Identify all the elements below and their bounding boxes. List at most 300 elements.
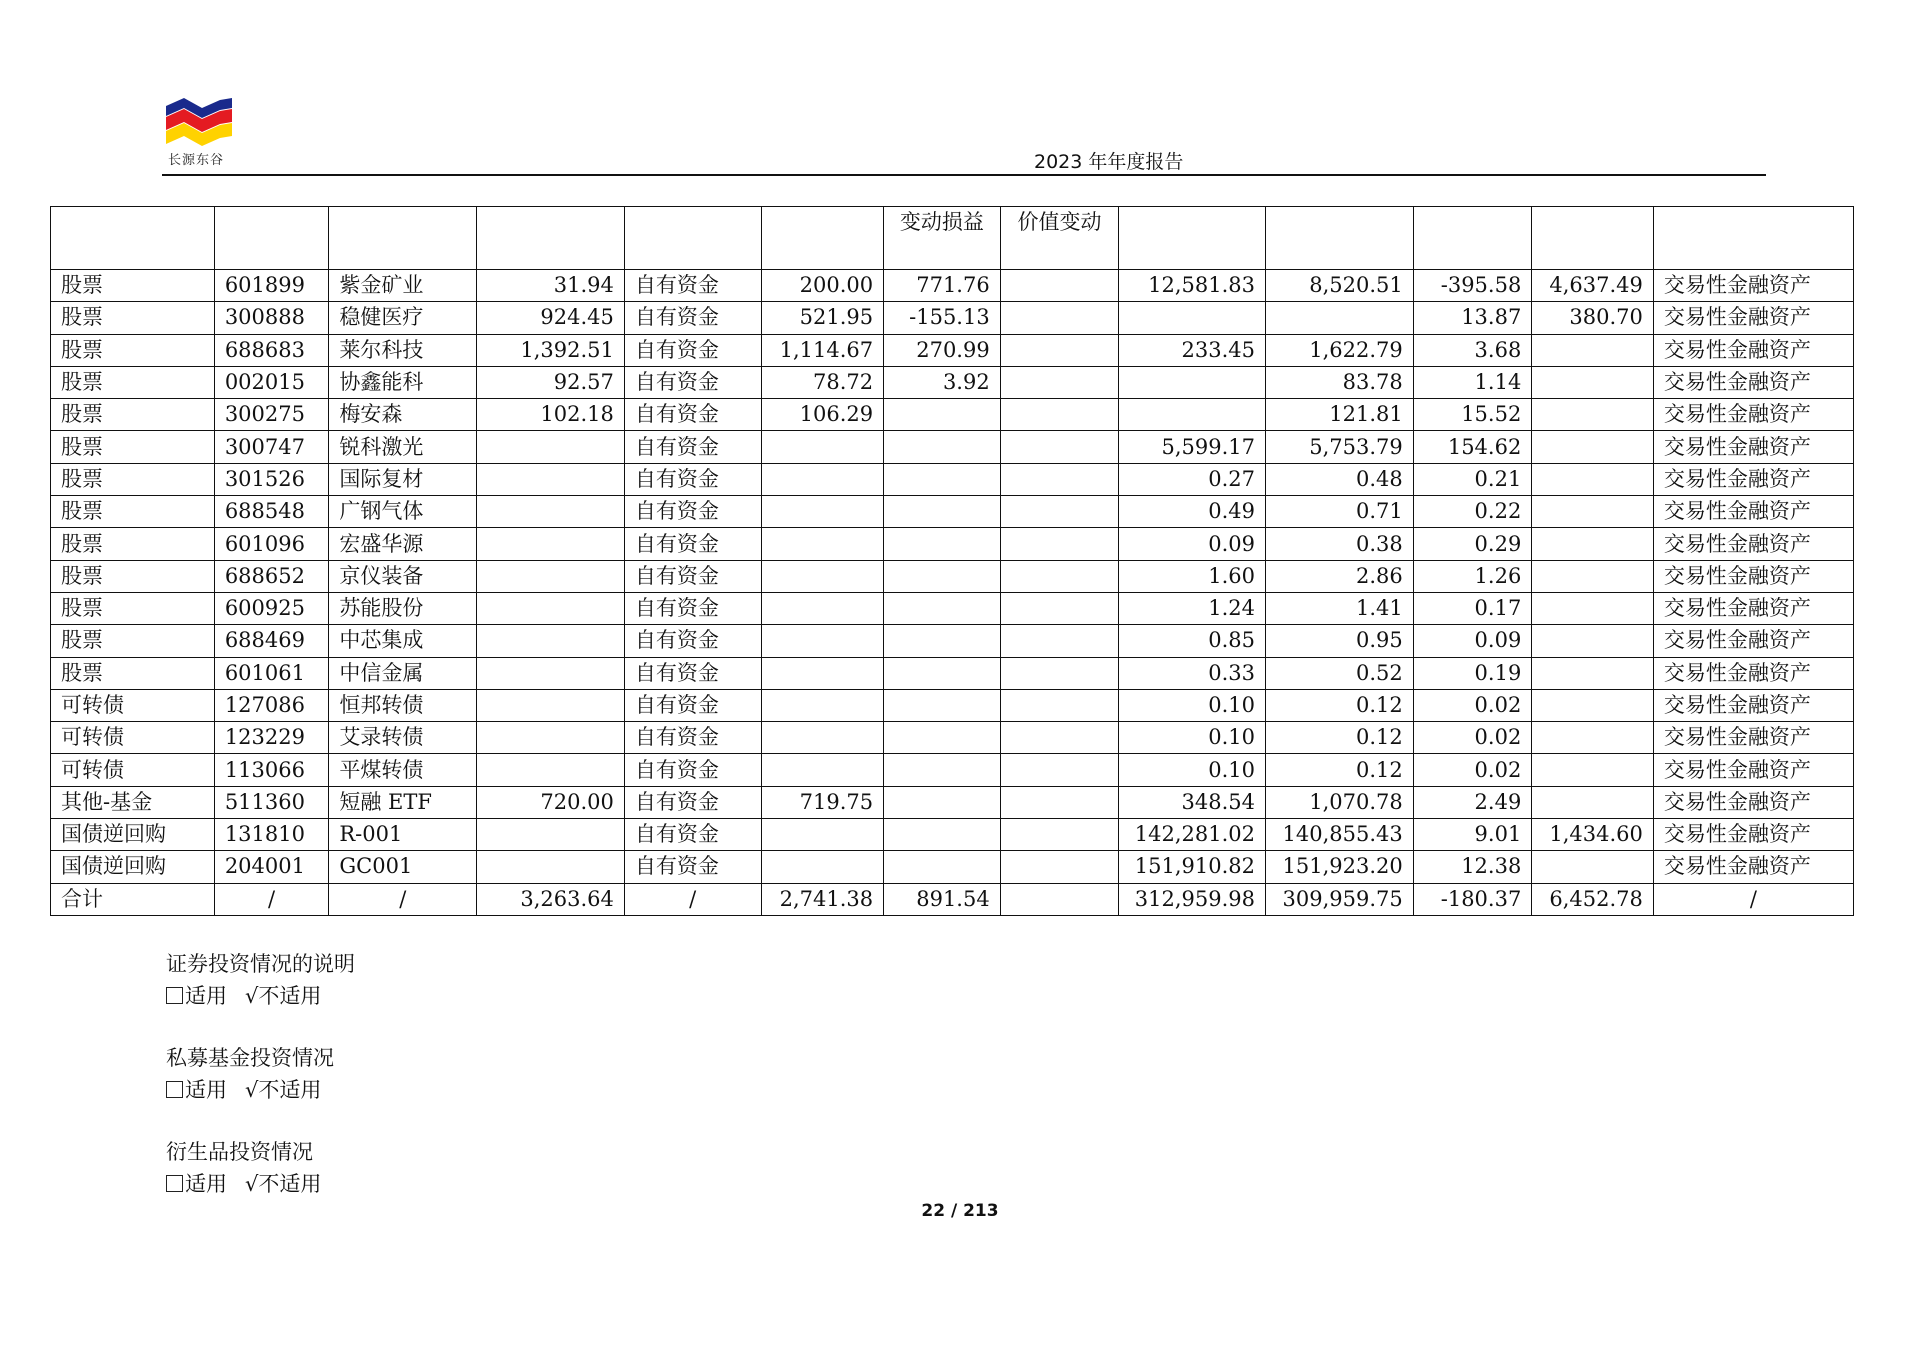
table-cell: -155.13 (884, 302, 1001, 334)
table-cell: 自有资金 (624, 625, 761, 657)
table-cell (1532, 722, 1654, 754)
table-cell: 自有资金 (624, 334, 761, 366)
option-not-applicable: √不适用 (245, 984, 322, 1008)
table-cell: 国债逆回购 (51, 851, 215, 883)
table-cell: -180.37 (1413, 883, 1532, 915)
table-row (51, 819, 1854, 851)
table-cell: 股票 (51, 270, 215, 302)
table-cell: 稳健医疗 (329, 302, 477, 334)
table-cell: 交易性金融资产 (1653, 851, 1853, 883)
table-cell: 交易性金融资产 (1653, 657, 1853, 689)
table-cell: 自有资金 (624, 463, 761, 495)
table-cell: 梅安森 (329, 399, 477, 431)
table-cell: 688652 (214, 560, 329, 592)
table-cell: 511360 (214, 786, 329, 818)
table-cell: 股票 (51, 496, 215, 528)
table-cell: 交易性金融资产 (1653, 334, 1853, 366)
table-cell: 交易性金融资产 (1653, 528, 1853, 560)
table-cell: 恒邦转债 (329, 689, 477, 721)
option-not-applicable: √不适用 (245, 1172, 322, 1196)
table-cell (884, 625, 1001, 657)
table-cell: 股票 (51, 302, 215, 334)
table-cell (761, 560, 884, 592)
checkbox-empty-icon (166, 987, 183, 1004)
table-cell: 151,910.82 (1119, 851, 1266, 883)
table-cell: 自有资金 (624, 689, 761, 721)
table-cell: 233.45 (1119, 334, 1266, 366)
table-cell: 200.00 (761, 270, 884, 302)
table-cell: 8,520.51 (1266, 270, 1414, 302)
table-cell (1000, 657, 1119, 689)
table-cell: 0.12 (1266, 722, 1414, 754)
table-cell: 0.48 (1266, 463, 1414, 495)
table-cell: 601899 (214, 270, 329, 302)
table-cell (884, 431, 1001, 463)
table-cell: 1,070.78 (1266, 786, 1414, 818)
note-options (166, 1074, 355, 1106)
table-cell (1000, 431, 1119, 463)
table-cell: 891.54 (884, 883, 1001, 915)
checkbox-empty-icon (166, 1081, 183, 1098)
table-cell: 720.00 (477, 786, 625, 818)
table-cell (761, 592, 884, 624)
table-cell: 1,114.67 (761, 334, 884, 366)
table-cell (1000, 625, 1119, 657)
table-cell (884, 657, 1001, 689)
table-cell (884, 463, 1001, 495)
table-row (51, 528, 1854, 560)
table-cell: 自有资金 (624, 496, 761, 528)
table-row (51, 592, 1854, 624)
table-cell: 688683 (214, 334, 329, 366)
table-cell: 0.22 (1413, 496, 1532, 528)
table-cell: 交易性金融资产 (1653, 366, 1853, 398)
table-cell: 交易性金融资产 (1653, 592, 1853, 624)
table-cell (477, 592, 625, 624)
table-cell (1000, 463, 1119, 495)
table-cell: / (624, 883, 761, 915)
table-cell: 0.29 (1413, 528, 1532, 560)
report-title: 2023 年年度报告 (1034, 151, 1184, 173)
table-cell: 紫金矿业 (329, 270, 477, 302)
header-cell (477, 207, 625, 270)
table-cell: 2.86 (1266, 560, 1414, 592)
table-cell: 309,959.75 (1266, 883, 1414, 915)
table-cell: 601096 (214, 528, 329, 560)
table-row (51, 270, 1854, 302)
table-cell: 0.10 (1119, 754, 1266, 786)
table-cell: 131810 (214, 819, 329, 851)
table-cell: 股票 (51, 399, 215, 431)
table-cell: 股票 (51, 625, 215, 657)
table-cell: 协鑫能科 (329, 366, 477, 398)
table-cell: / (1653, 883, 1853, 915)
table-cell (1532, 851, 1654, 883)
table-cell (761, 625, 884, 657)
table-cell: 688548 (214, 496, 329, 528)
table-cell: 艾录转债 (329, 722, 477, 754)
header-cell (329, 207, 477, 270)
table-cell: 交易性金融资产 (1653, 463, 1853, 495)
table-cell (1000, 528, 1119, 560)
table-cell: 交易性金融资产 (1653, 754, 1853, 786)
table-cell: 142,281.02 (1119, 819, 1266, 851)
table-cell: 合计 (51, 883, 215, 915)
table-cell (477, 689, 625, 721)
table-cell: 154.62 (1413, 431, 1532, 463)
table-cell: 1.24 (1119, 592, 1266, 624)
header-cell (1653, 207, 1853, 270)
table-cell: 股票 (51, 431, 215, 463)
table-cell: 0.38 (1266, 528, 1414, 560)
logo-text: 长源东谷 (168, 153, 225, 168)
table-cell (477, 463, 625, 495)
table-cell (1119, 366, 1266, 398)
table-cell: 交易性金融资产 (1653, 560, 1853, 592)
table-cell: 521.95 (761, 302, 884, 334)
table-cell (477, 754, 625, 786)
table-cell (1266, 302, 1414, 334)
table-cell (1000, 270, 1119, 302)
table-row (51, 496, 1854, 528)
table-row (51, 431, 1854, 463)
table-cell (884, 399, 1001, 431)
table-cell: 锐科激光 (329, 431, 477, 463)
table-cell (884, 592, 1001, 624)
table-cell: 自有资金 (624, 528, 761, 560)
table-cell (1532, 399, 1654, 431)
table-cell: 可转债 (51, 722, 215, 754)
note-options (166, 1168, 355, 1200)
table-cell: 0.95 (1266, 625, 1414, 657)
table-cell (1000, 819, 1119, 851)
table-cell (1000, 496, 1119, 528)
table-cell (1532, 689, 1654, 721)
table-cell: 127086 (214, 689, 329, 721)
table-cell: 股票 (51, 463, 215, 495)
table-row (51, 754, 1854, 786)
table-cell (1000, 366, 1119, 398)
table-cell (761, 689, 884, 721)
table-cell (761, 722, 884, 754)
table-cell: 中芯集成 (329, 625, 477, 657)
table-cell: / (214, 883, 329, 915)
table-cell (1000, 560, 1119, 592)
option-applicable: 适用 (185, 1172, 227, 1196)
table-cell: 股票 (51, 592, 215, 624)
table-cell (761, 657, 884, 689)
table-cell: 股票 (51, 528, 215, 560)
table-total-row (51, 883, 1854, 915)
table-cell (477, 722, 625, 754)
table-cell (884, 754, 1001, 786)
table-cell (1000, 334, 1119, 366)
table-cell: 78.72 (761, 366, 884, 398)
header-cell (1119, 207, 1266, 270)
table-cell: 自有资金 (624, 722, 761, 754)
table-cell (1532, 496, 1654, 528)
header-cell (1266, 207, 1414, 270)
table-cell: 中信金属 (329, 657, 477, 689)
table-cell: 京仪装备 (329, 560, 477, 592)
table-cell: 113066 (214, 754, 329, 786)
table-cell: 300747 (214, 431, 329, 463)
table-cell: 1,392.51 (477, 334, 625, 366)
table-cell: 国债逆回购 (51, 819, 215, 851)
table-cell (884, 689, 1001, 721)
table-cell (1532, 786, 1654, 818)
table-cell (477, 431, 625, 463)
table-cell (1532, 560, 1654, 592)
option-applicable: 适用 (185, 984, 227, 1008)
table-row (51, 302, 1854, 334)
table-cell: 宏盛华源 (329, 528, 477, 560)
table-cell: 0.09 (1413, 625, 1532, 657)
table-cell: 13.87 (1413, 302, 1532, 334)
header-cell (214, 207, 329, 270)
table-cell (1000, 399, 1119, 431)
note-derivatives (166, 1136, 355, 1200)
table-row (51, 399, 1854, 431)
table-cell: 123229 (214, 722, 329, 754)
table-cell: 交易性金融资产 (1653, 819, 1853, 851)
table-cell (1000, 883, 1119, 915)
option-applicable: 适用 (185, 1078, 227, 1102)
table-cell: 平煤转债 (329, 754, 477, 786)
table-cell: 自有资金 (624, 560, 761, 592)
table-cell: 151,923.20 (1266, 851, 1414, 883)
table-cell: 0.09 (1119, 528, 1266, 560)
table-cell: 自有资金 (624, 399, 761, 431)
table-cell: 121.81 (1266, 399, 1414, 431)
table-cell: 380.70 (1532, 302, 1654, 334)
table-cell: 601061 (214, 657, 329, 689)
table-cell (477, 657, 625, 689)
table-cell: 可转债 (51, 689, 215, 721)
table-row (51, 786, 1854, 818)
header-cell (51, 207, 215, 270)
table-cell: 0.17 (1413, 592, 1532, 624)
table-header-row (51, 207, 1854, 270)
table-cell: 可转债 (51, 754, 215, 786)
table-cell: 2.49 (1413, 786, 1532, 818)
table-cell: 自有资金 (624, 302, 761, 334)
table-cell (1119, 302, 1266, 334)
table-cell (477, 560, 625, 592)
table-cell: 5,753.79 (1266, 431, 1414, 463)
table-cell: 0.85 (1119, 625, 1266, 657)
table-cell: 0.21 (1413, 463, 1532, 495)
table-cell: 自有资金 (624, 270, 761, 302)
table-cell: 9.01 (1413, 819, 1532, 851)
table-row (51, 722, 1854, 754)
table-cell: 348.54 (1119, 786, 1266, 818)
table-cell: 自有资金 (624, 851, 761, 883)
note-private-fund (166, 1042, 355, 1106)
header-divider (162, 174, 1766, 176)
table-cell: 自有资金 (624, 592, 761, 624)
table-cell (1000, 786, 1119, 818)
table-cell: 交易性金融资产 (1653, 270, 1853, 302)
header-cell-value-change: 价值变动 (1000, 207, 1119, 270)
table-cell: 140,855.43 (1266, 819, 1414, 851)
header-cell (761, 207, 884, 270)
table-cell: 交易性金融资产 (1653, 722, 1853, 754)
table-cell: 924.45 (477, 302, 625, 334)
table-cell: 1.26 (1413, 560, 1532, 592)
table-cell: 3,263.64 (477, 883, 625, 915)
table-cell (477, 528, 625, 560)
table-cell: / (329, 883, 477, 915)
table-cell: 0.33 (1119, 657, 1266, 689)
note-title: 证券投资情况的说明 (166, 952, 355, 976)
table-cell: 106.29 (761, 399, 884, 431)
table-cell: 312,959.98 (1119, 883, 1266, 915)
table-cell (1000, 722, 1119, 754)
table-cell: 自有资金 (624, 786, 761, 818)
note-securities (166, 948, 355, 1012)
table-cell: 交易性金融资产 (1653, 399, 1853, 431)
table-cell (884, 496, 1001, 528)
table-cell (761, 851, 884, 883)
table-cell: 3.92 (884, 366, 1001, 398)
table-cell: 0.02 (1413, 754, 1532, 786)
table-cell (477, 625, 625, 657)
table-cell: 交易性金融资产 (1653, 302, 1853, 334)
table-cell: 3.68 (1413, 334, 1532, 366)
table-cell: R-001 (329, 819, 477, 851)
table-cell: 其他-基金 (51, 786, 215, 818)
table-cell (477, 819, 625, 851)
table-cell (477, 496, 625, 528)
table-cell: 719.75 (761, 786, 884, 818)
table-cell: 1.41 (1266, 592, 1414, 624)
table-cell (1532, 657, 1654, 689)
table-cell: 0.02 (1413, 689, 1532, 721)
table-cell: 股票 (51, 334, 215, 366)
securities-investment-table (50, 206, 1854, 916)
table-row (51, 463, 1854, 495)
table-cell (1000, 851, 1119, 883)
table-cell: 1.60 (1119, 560, 1266, 592)
page-number: 22 / 213 (921, 1201, 999, 1221)
table-cell: 自有资金 (624, 819, 761, 851)
table-cell: 苏能股份 (329, 592, 477, 624)
table-cell: 12.38 (1413, 851, 1532, 883)
table-cell (761, 754, 884, 786)
note-options (166, 980, 355, 1012)
table-cell: 6,452.78 (1532, 883, 1654, 915)
table-cell (884, 528, 1001, 560)
header-cell (1413, 207, 1532, 270)
table-cell: 国际复材 (329, 463, 477, 495)
table-cell: 771.76 (884, 270, 1001, 302)
table-cell: 300888 (214, 302, 329, 334)
table-cell: 1,434.60 (1532, 819, 1654, 851)
table-cell: 交易性金融资产 (1653, 496, 1853, 528)
table-cell (1532, 366, 1654, 398)
table-cell: 600925 (214, 592, 329, 624)
table-cell: GC001 (329, 851, 477, 883)
table-cell (884, 851, 1001, 883)
table-cell (477, 851, 625, 883)
table-row (51, 851, 1854, 883)
table-cell: 莱尔科技 (329, 334, 477, 366)
table-cell: 15.52 (1413, 399, 1532, 431)
table-cell (761, 819, 884, 851)
table-cell: 广钢气体 (329, 496, 477, 528)
table-cell: 0.19 (1413, 657, 1532, 689)
table-cell (1532, 334, 1654, 366)
table-cell: 交易性金融资产 (1653, 786, 1853, 818)
table-cell: 102.18 (477, 399, 625, 431)
table-cell: 自有资金 (624, 431, 761, 463)
table-cell: 31.94 (477, 270, 625, 302)
table-cell: 002015 (214, 366, 329, 398)
checkbox-empty-icon (166, 1175, 183, 1192)
table-row (51, 657, 1854, 689)
table-cell: 股票 (51, 366, 215, 398)
note-title: 衍生品投资情况 (166, 1140, 313, 1164)
table-cell (1119, 399, 1266, 431)
table-cell: 83.78 (1266, 366, 1414, 398)
table-cell: 股票 (51, 560, 215, 592)
table-cell: 5,599.17 (1119, 431, 1266, 463)
table-cell: 股票 (51, 657, 215, 689)
table-row (51, 560, 1854, 592)
header-cell (624, 207, 761, 270)
table-cell: 204001 (214, 851, 329, 883)
header-cell (1532, 207, 1654, 270)
table-cell: 0.27 (1119, 463, 1266, 495)
table-cell: 0.52 (1266, 657, 1414, 689)
table-cell (884, 819, 1001, 851)
table-cell: 0.12 (1266, 754, 1414, 786)
table-cell: 自有资金 (624, 657, 761, 689)
table-cell: 1,622.79 (1266, 334, 1414, 366)
table-cell: 交易性金融资产 (1653, 689, 1853, 721)
table-cell: 交易性金融资产 (1653, 625, 1853, 657)
table-cell: 0.71 (1266, 496, 1414, 528)
table-cell (1532, 463, 1654, 495)
table-cell (1000, 302, 1119, 334)
table-cell (1532, 528, 1654, 560)
table-row (51, 366, 1854, 398)
table-cell (761, 528, 884, 560)
table-cell: 自有资金 (624, 366, 761, 398)
table-cell: 688469 (214, 625, 329, 657)
table-cell: 270.99 (884, 334, 1001, 366)
table-cell: 0.10 (1119, 722, 1266, 754)
table-cell (884, 722, 1001, 754)
table-cell: 交易性金融资产 (1653, 431, 1853, 463)
logo-flag-icon (166, 98, 238, 154)
table-cell: 0.49 (1119, 496, 1266, 528)
table-cell (1000, 689, 1119, 721)
table-cell (884, 786, 1001, 818)
table-cell (1532, 431, 1654, 463)
table-cell: 自有资金 (624, 754, 761, 786)
table-cell: 0.02 (1413, 722, 1532, 754)
option-not-applicable: √不适用 (245, 1078, 322, 1102)
table-cell: 0.10 (1119, 689, 1266, 721)
table-cell: 4,637.49 (1532, 270, 1654, 302)
table-cell (761, 496, 884, 528)
table-cell (1532, 592, 1654, 624)
table-cell (884, 560, 1001, 592)
note-title: 私募基金投资情况 (166, 1046, 334, 1070)
table-row (51, 334, 1854, 366)
